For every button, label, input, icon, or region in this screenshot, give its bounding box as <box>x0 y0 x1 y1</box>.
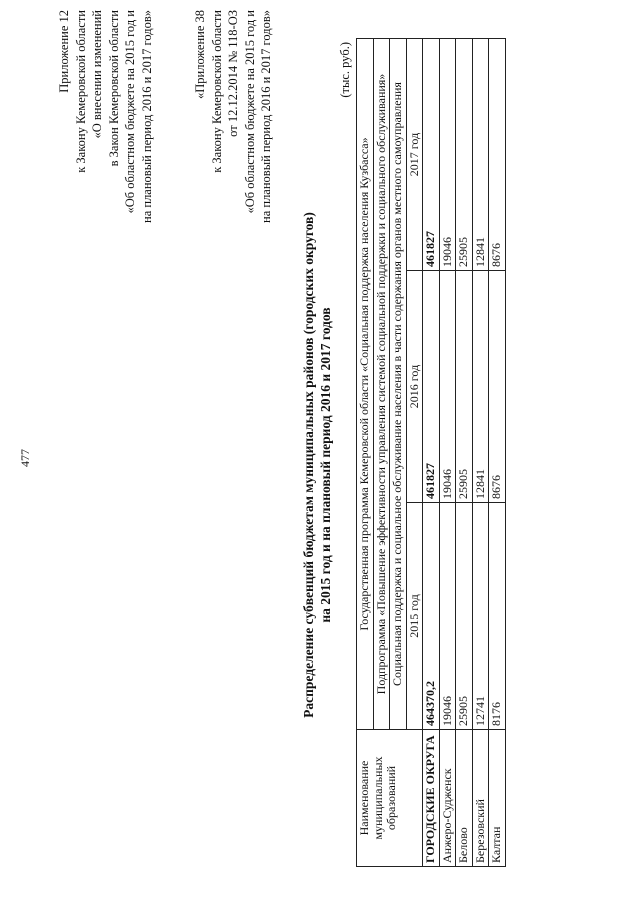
table-row <box>456 39 473 867</box>
appendix-38-reference <box>192 10 275 223</box>
appendix-12-reference <box>56 10 155 223</box>
title-line-2: на 2015 год и на плановый период 2016 и 2017 годов <box>318 307 333 623</box>
value-2015: 25905 <box>456 503 473 730</box>
value-2015: 8176 <box>489 503 506 730</box>
subventions-table <box>356 38 506 867</box>
value-2015: 12741 <box>472 503 489 730</box>
value-2016: 25905 <box>456 271 473 503</box>
value-2015: 464370,2 <box>423 503 440 730</box>
header-program: Государственная программа Кемеровской области «Социальная поддержка населения Кузбасса» <box>357 39 374 730</box>
units-label: (тыс. руб.) <box>338 42 352 98</box>
table-row-total <box>423 39 440 867</box>
table-row <box>472 39 489 867</box>
appendix-line: на плановый период 2016 и 2017 годов» <box>139 10 154 223</box>
row-name: Березовский <box>472 730 489 867</box>
value-2017: 461827 <box>423 39 440 271</box>
row-name: Анжеро-Судженск <box>439 730 456 867</box>
header-year-2015: 2015 год <box>406 503 423 730</box>
title-line-1: Распределение субвенций бюджетам муниципальных районов (городских округов) <box>301 212 316 718</box>
appendix-line: Приложение 12 <box>57 10 71 93</box>
row-name: Белово <box>456 730 473 867</box>
value-2016: 461827 <box>423 271 440 503</box>
appendix-line: на плановый период 2016 и 2017 годов» <box>259 10 273 223</box>
value-2017: 19046 <box>439 39 456 271</box>
table-row <box>439 39 456 867</box>
row-name: ГОРОДСКИЕ ОКРУГА <box>423 730 440 867</box>
appendix-line: «Об областном бюджете на 2015 год и <box>123 10 137 214</box>
value-2016: 8676 <box>489 271 506 503</box>
header-year-2017: 2017 год <box>406 39 423 271</box>
appendix-line: к Закону Кемеровской области <box>73 10 88 173</box>
header-subprogram: Подпрограмма «Повышение эффективности управления системой социальной поддержки и социального обслуживания» <box>373 39 390 730</box>
appendix-line: в Закон Кемеровской области <box>106 10 121 167</box>
appendix-line: от 12.12.2014 № 118-ОЗ <box>226 10 240 137</box>
header-municipality-name: Наименование муниципальных образований <box>357 730 423 867</box>
header-activity: Социальная поддержка и социальное обслуживание населения в части содержания органов местного самоуправления <box>390 39 407 730</box>
value-2016: 19046 <box>439 271 456 503</box>
program-row <box>357 39 374 867</box>
appendix-line: к Закону Кемеровской области <box>209 10 224 173</box>
page-number: 477 <box>18 449 32 467</box>
value-2015: 19046 <box>439 503 456 730</box>
appendix-line: «О внесении изменений <box>90 10 104 139</box>
value-2017: 25905 <box>456 39 473 271</box>
value-2017: 8676 <box>489 39 506 271</box>
appendix-line: «Приложение 38 <box>193 10 207 99</box>
value-2017: 12841 <box>472 39 489 271</box>
appendix-line: «Об областном бюджете на 2015 год и <box>242 10 257 214</box>
table-row <box>489 39 506 867</box>
value-2016: 12841 <box>472 271 489 503</box>
document-title <box>300 145 334 785</box>
header-year-2016: 2016 год <box>406 271 423 503</box>
row-name: Калтан <box>489 730 506 867</box>
